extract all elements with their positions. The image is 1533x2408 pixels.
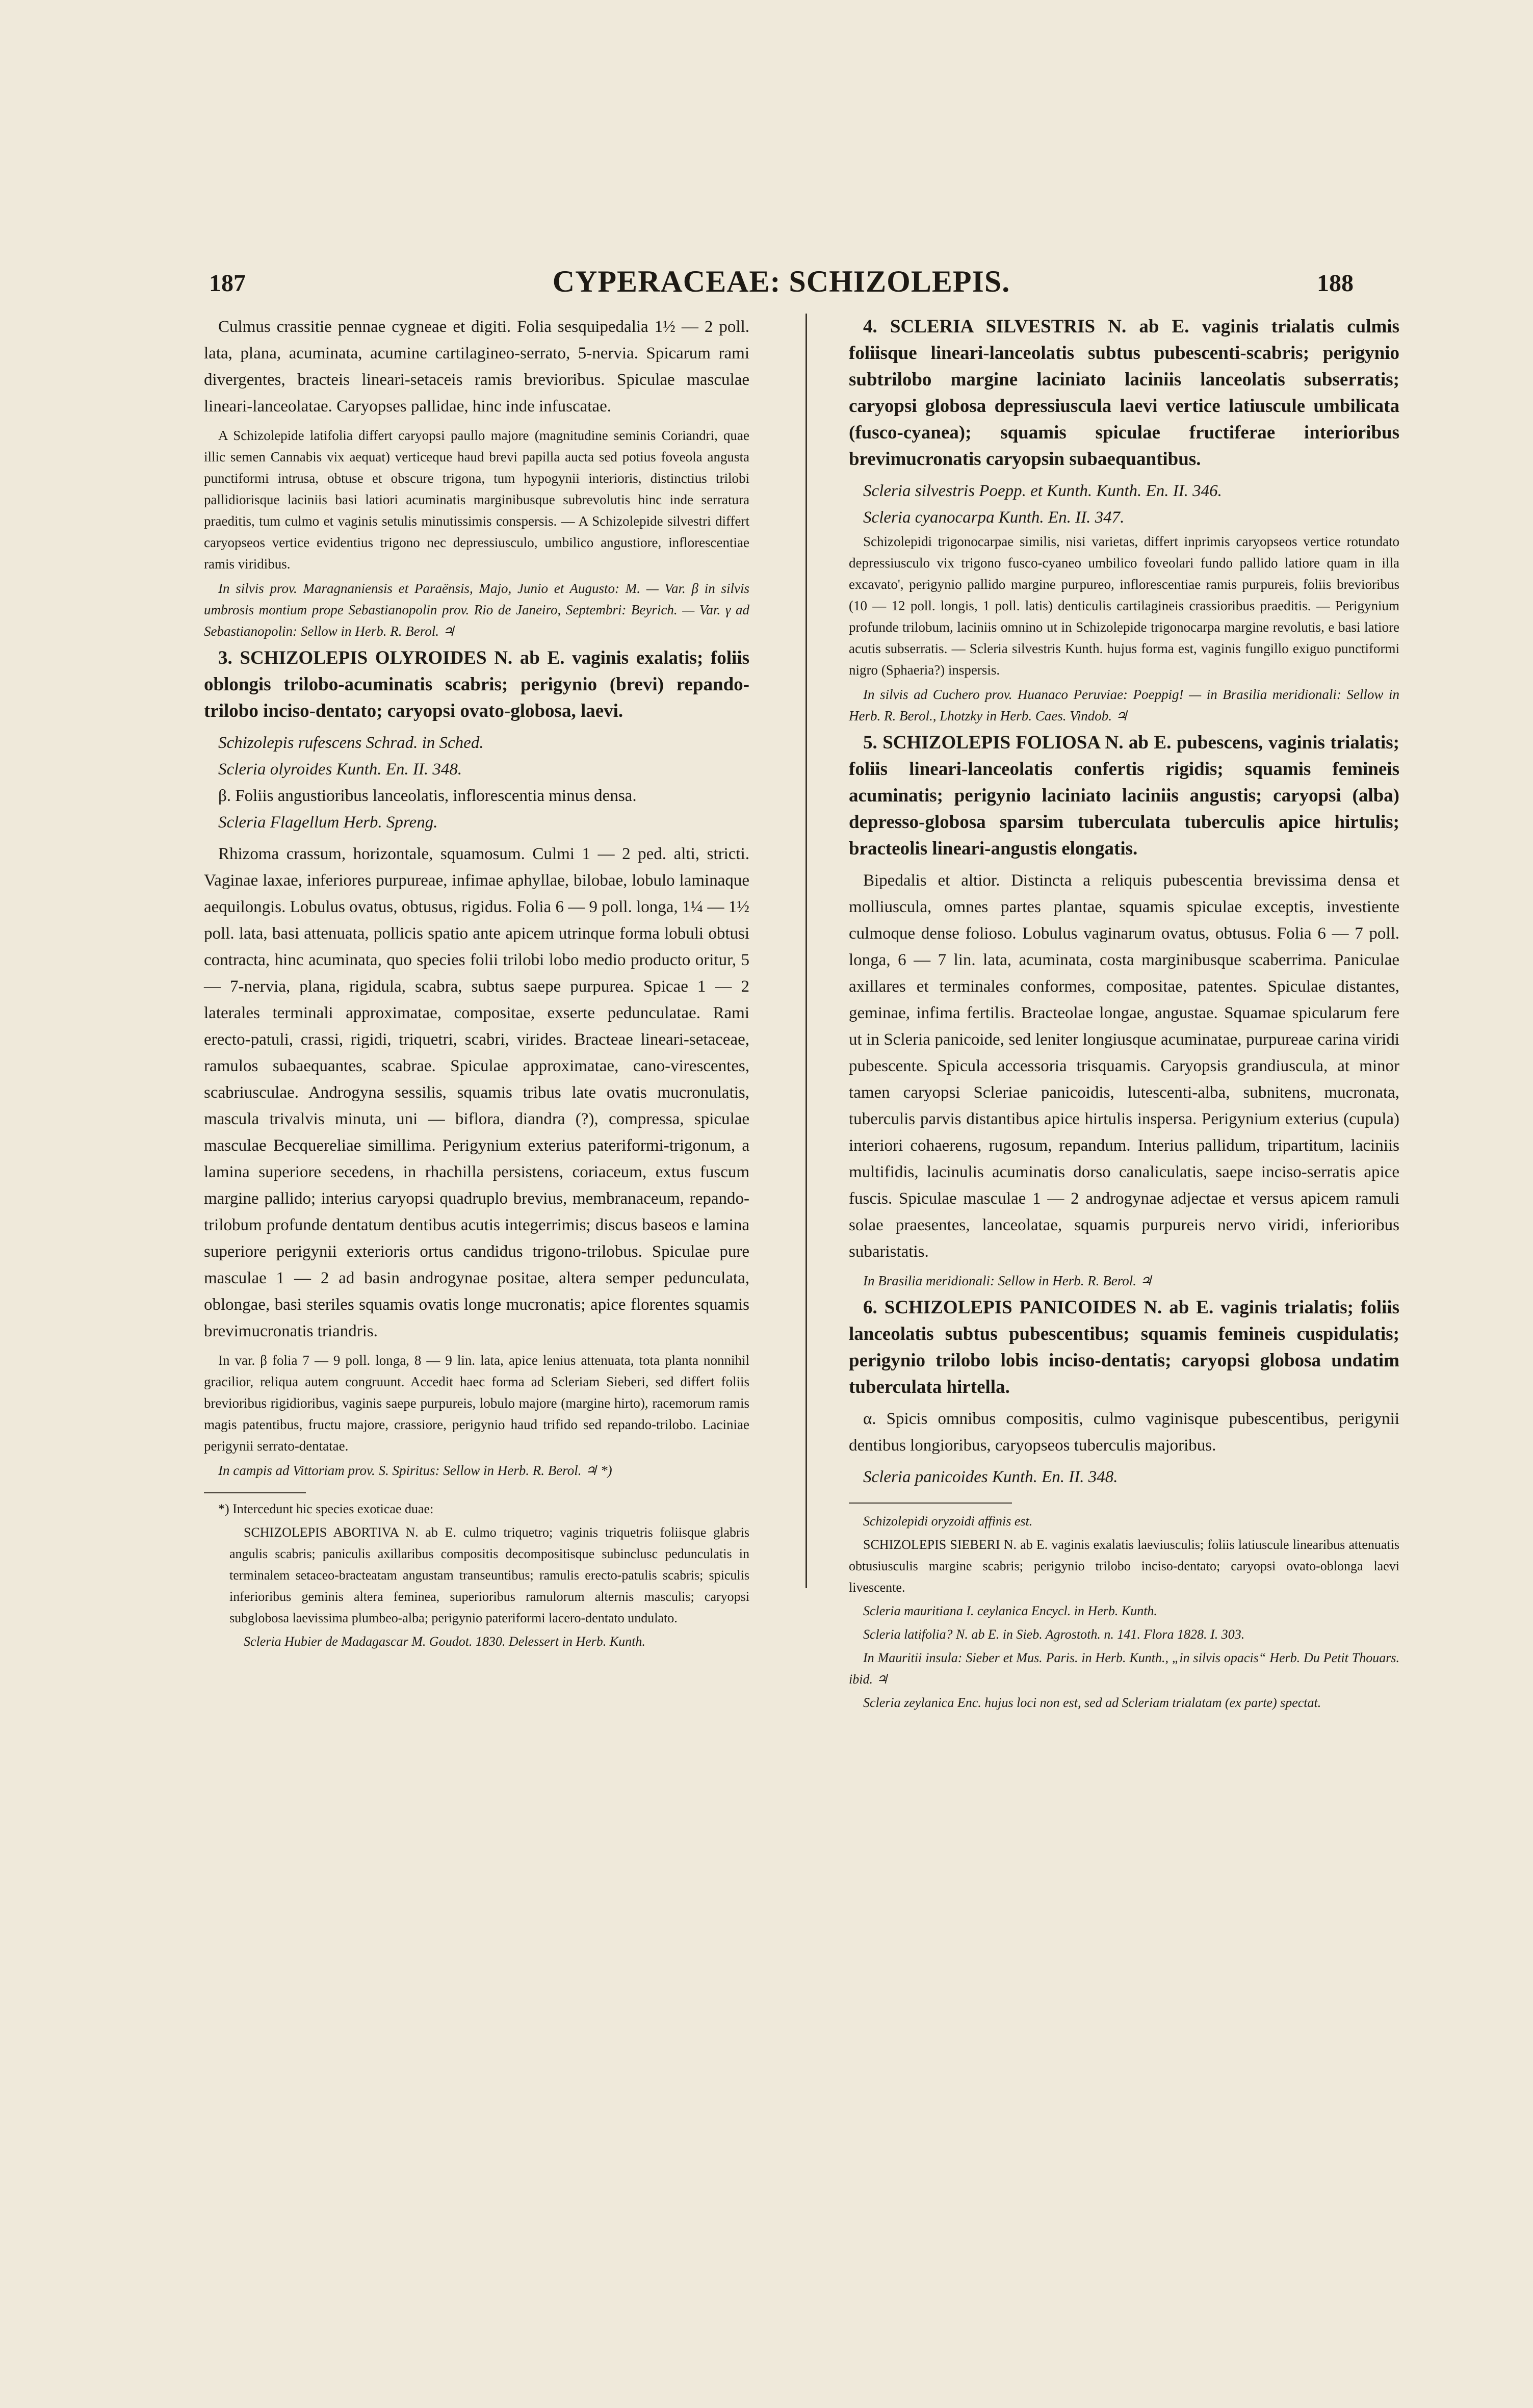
- small-print-block: [204, 1350, 749, 1481]
- synonym: Scleria silvestris Poepp. et Kunth. Kunth. En. II. 346.: [863, 482, 1222, 500]
- footnote-text: Scleria Hubier de Madagascar M. Goudot. 1830. Delessert in Herb. Kunth.: [244, 1634, 645, 1649]
- paragraph: Culmus crassitie pennae cygneae et digiti. Folia sesquipedalia 1½ — 2 poll. lata, plana, acuminata, acumine cartilagineo-serrato, 5-nervia. Spicarum rami divergentes, bracteis lineari-setaceis ramis brevioribus. Spiculae masculae lineari-lanceolatae. Caryopses pallidae, hinc inde infuscatae.: [204, 318, 749, 416]
- footnote-text: Schizolepidi oryzoidi affinis est.: [863, 1514, 1033, 1529]
- running-title: CYPERACEAE: SCHIZOLEPIS.: [552, 265, 1010, 298]
- running-header: [199, 264, 1364, 310]
- column-divider: [806, 314, 807, 1588]
- section-rule: [849, 1503, 1012, 1504]
- description-paragraph: Bipedalis et altior. Distincta a reliquis pubescentia brevissima densa et molliuscula, omnes partes plantae, squamis spiculae exceptis, investiente culmoque dense folioso. Lobulus vaginarum ovatus, obtusus. Folia 6 — 7 poll. longa, 6 — 7 lin. lata, acuminata, costa marginibusque scaberrima. Paniculae axillares et terminales conformes, compositae, patentes. Spiculae distantes, geminae, infima fertilis. Bracteolae longae, angustae. Squamae spicularum fere ut in Scleria panicoide, sed leniter longiusque acuminatae, purpureae carina viridi pubescente. Spicula accessoria trisquamis. Caryopsis grandiuscula, at minor tamen caryopsi Scleriae panicoidis, lutescenti-alba, subnitens, mucronata, tuberculis parvis distantibus apice hirtulis inspersa. Perigynium exterius (cupula) interiori cohaerens, rugosum, repandum. Interius pallidum, tripartitum, laciniis multifidis, lacinulis acuminatis dorso canaliculatis, saepe inciso-serratis apice fuscis. Spiculae masculae 1 — 2 androgynae adjectae et versus apicem ramuli solae praesentes, lanceolatae, squamis purpureis nervo viridi, inferioribus subaristatis.: [849, 871, 1399, 1261]
- locality-note: In silvis ad Cuchero prov. Huanaco Peruviae: Poeppig! — in Brasilia meridionali: Sellow in Herb. R. Berol., Lhotzky in Herb. Caes. Vindob. ♃: [849, 687, 1399, 723]
- synonym: Schizolepis rufescens Schrad. in Sched.: [218, 734, 484, 752]
- description-paragraph: Rhizoma crassum, horizontale, squamosum. Culmi 1 — 2 ped. alti, stricti. Vaginae laxae, inferiores purpureae, infimae aphyllae, bilobae, lobulo laminaque aequilongis. Lobulus ovatus, obtusus, rigidus. Folia 6 — 9 poll. longa, 1¼ — 1½ poll. lata, basi attenuata, pollicis spatio ante apicem utrinque forma lobuli obtusi contracta, hinc acuminata, quo species folii trilobi lobo medio producto oritur, 5 — 7-nervia, plana, rigidula, scabra, subtus saepe purpurea. Spicae 1 — 2 laterales terminali approximatae, compositae, exserte pedunculatae. Rami erecto-patuli, crassi, rigidi, triquetri, scabri, virides. Bracteae lineari-setaceae, ramulos subaequantes, scabrae. Spiculae approximatae, cano-virescentes, scabriusculae. Androgyna sessilis, squamis tribus late ovatis mucronulatis, mascula trivalvis minuta, uni — biflora, diandra (?), compressa, spiculae masculae Becquereliae simillima. Perigynium exterius pateriformi-trigonum, a lamina superiore secedens, in rhachilla persistens, coriaceum, extus fuscum margine pallido; interius caryopsi quadruplo brevius, membranaceum, repando-trilobum profunde dentatum dentibus acutis integerrimis; discus baseos e lamina superiore perigynii exterioris ortus candidus trigono-trilobus. Spiculae pure masculae 1 — 2 ad basin androgynae positae, altera semper pedunculata, oblongae, basi steriles squamis ovatis longe mucronatis; apice florentes squamis brevimucronatis triandris.: [204, 845, 749, 1340]
- paragraph: A Schizolepide latifolia differt caryopsi paullo majore (magnitudine seminis Coriandri, quae illic semen Cannabis vix aequat) verticeque haud brevi papilla aucta sed potius foveola angusta punctiformi intrusa, obtuse et obscure trigona, tum hypogynii interioris, distinctius trilobi pallidiorisque laciniis basi latiori acuminatis marginibusque subrevolutis hinc inde serratura praeditis, tum culmo et vaginis setulis minutissimis conspersis. — A Schizolepide silvestri differt caryopseos vertice evidentius trigono nec depressiusculo, umbilico angustiore, inflorescentiae ramis viridibus.: [204, 428, 749, 572]
- footnote-text: SCHIZOLEPIS ABORTIVA N. ab E. culmo triquetro; vaginis triquetris foliisque glabris angulis scabris; paniculis axillaribus compositis decompositisque subinclusc pedunculatis in terminalem setaceo-bracteatam angustam transeuntibus; ramulis erecto-patulis scabris; spiculis inferioribus geminis altera feminea, superioribus ramulorum alternis masculis; caryopsi subglobosa laevissima plumbeo-alba; perigynio pateriformi lacero-dentato undulato.: [229, 1525, 749, 1625]
- locality-note: In campis ad Vittoriam prov. S. Spiritus: Sellow in Herb. R. Berol. ♃ *): [218, 1463, 612, 1478]
- small-print-block: [849, 1270, 1399, 1291]
- footnote-text: Scleria latifolia? N. ab E. in Sieb. Agrostoth. n. 141. Flora 1828. I. 303.: [863, 1627, 1245, 1642]
- footnote-intro: *) Intercedunt hic species exoticae duae:: [218, 1501, 434, 1516]
- synonym: Scleria cyanocarpa Kunth. En. II. 347.: [863, 508, 1125, 527]
- footnote: [204, 1498, 749, 1652]
- synonym: Scleria olyroides Kunth. En. II. 348.: [218, 760, 462, 779]
- locality-note: In silvis prov. Maragnaniensis et Paraënsis, Majo, Junio et Augusto: M. — Var. β in silvis umbrosis montium prope Sebastianopolin prov. Rio de Janeiro, Septembri: Beyrich. — Var. γ ad Sebastianopolin: Sellow in Herb. R. Berol. ♃: [204, 581, 749, 639]
- species-heading: 3. SCHIZOLEPIS OLYROIDES N. ab E. vaginis exalatis; foliis oblongis trilobo-acuminatis scabris; perigynio (brevi) repando-trilobo inciso-dentato; caryopsi ovato-globosa, laevi.: [204, 648, 749, 721]
- species-heading: 5. SCHIZOLEPIS FOLIOSA N. ab E. pubescens, vaginis trialatis; foliis lineari-lanceolatis confertis rigidis; squamis femineis acuminatis; perigynio laciniato laciniis angustis; caryopsi (alba) depresso-globosa sparsim tuberculata tuberculis apice hirtulis; bracteolis lineari-angustis elongatis.: [849, 732, 1399, 859]
- paragraph: In var. β folia 7 — 9 poll. longa, 8 — 9 lin. lata, apice lenius attenuata, tota planta nonnihil gracilior, reliqua autem congruunt. Accedit haec forma ad Scleriam Sieberi, sed differt foliis brevioribus rigidioribus, vaginis saepe purpureis, lobulo majore (margine hirto), racemorum ramis magis patentibus, fructu majore, crassiore, perigynio haud trifido sed repando-trilobo. Laciniae perigynii serrato-dentatae.: [204, 1353, 749, 1454]
- variety-note: α. Spicis omnibus compositis, culmo vaginisque pubescentibus, perigynii dentibus longioribus, caryopseos tuberculis majoribus.: [849, 1410, 1399, 1455]
- left-column: [204, 314, 749, 1654]
- species-heading: 6. SCHIZOLEPIS PANICOIDES N. ab E. vaginis trialatis; foliis lanceolatis subtus pubescentibus; squamis femineis cuspidulatis; perigynio trilobo lobis inciso-dentatis; caryopsi globosa undatim tuberculata hirtella.: [849, 1297, 1399, 1397]
- small-print-block: [204, 425, 749, 642]
- footnote-text: In Mauritii insula: Sieber et Mus. Paris. in Herb. Kunth., „in silvis opacis“ Herb. Du Petit Thouars. ibid. ♃: [849, 1650, 1399, 1687]
- footnote-rule: [204, 1492, 306, 1493]
- synonym: Scleria panicoides Kunth. En. II. 348.: [863, 1468, 1118, 1486]
- paragraph: Schizolepidi trigonocarpae similis, nisi varietas, differt inprimis caryopseos vertice rotundato depressiusculo vix trigono fusco-cyaneo umbilico foveolari fundo pallido latiore quam in illa excavato', perigynio pallido margine purpureo, inflorescentiae ramis purpureis, foliis brevioribus (10 — 12 poll. longis, 1 poll. latis) denticulis cartilagineis crassioribus praeditis. — Perigynium profunde trilobum, laciniis omnino ut in Schizolepide trigonocarpa margine revolutis, e basi latiore acutis subserratis. — Scleria silvestris Kunth. hujus forma est, vaginis fungillo exiguo punctiformi nigro (Sphaeria?) inspersis.: [849, 534, 1399, 678]
- right-column: [849, 314, 1399, 1716]
- page-number-left: 187: [209, 270, 246, 297]
- synonym: Scleria Flagellum Herb. Spreng.: [218, 813, 438, 832]
- footnote: [849, 1511, 1399, 1714]
- footnote-text: Scleria zeylanica Enc. hujus loci non est, sed ad Scleriam trialatam (ex parte) spectat.: [863, 1695, 1321, 1710]
- footnote-text: Scleria mauritiana I. ceylanica Encycl. in Herb. Kunth.: [863, 1603, 1157, 1618]
- species-heading: 4. SCLERIA SILVESTRIS N. ab E. vaginis trialatis culmis foliisque lineari-lanceolatis subtus pubescenti-scabris; perigynio subtrilobo margine laciniato laciniis lanceolatis subserratis; caryopsi globosa depressiuscula laevi vertice latiuscule umbilicata (fusco-cyanea); squamis spiculae fructiferae interioribus brevimucronatis caryopsin subaequantibus.: [849, 316, 1399, 470]
- small-print-block: [849, 531, 1399, 727]
- variety-note: β. Foliis angustioribus lanceolatis, inflorescentia minus densa.: [218, 787, 637, 805]
- locality-note: In Brasilia meridionali: Sellow in Herb. R. Berol. ♃: [863, 1273, 1152, 1288]
- footnote-text: SCHIZOLEPIS SIEBERI N. ab E. vaginis exalatis laeviusculis; foliis latiuscule linearibus attenuatis obtusiusculis margine scabris; perigynio trilobo inciso-dentato; caryopsi ovato-oblonga laevi livescente.: [849, 1537, 1399, 1595]
- page-number-right: 188: [1317, 270, 1354, 297]
